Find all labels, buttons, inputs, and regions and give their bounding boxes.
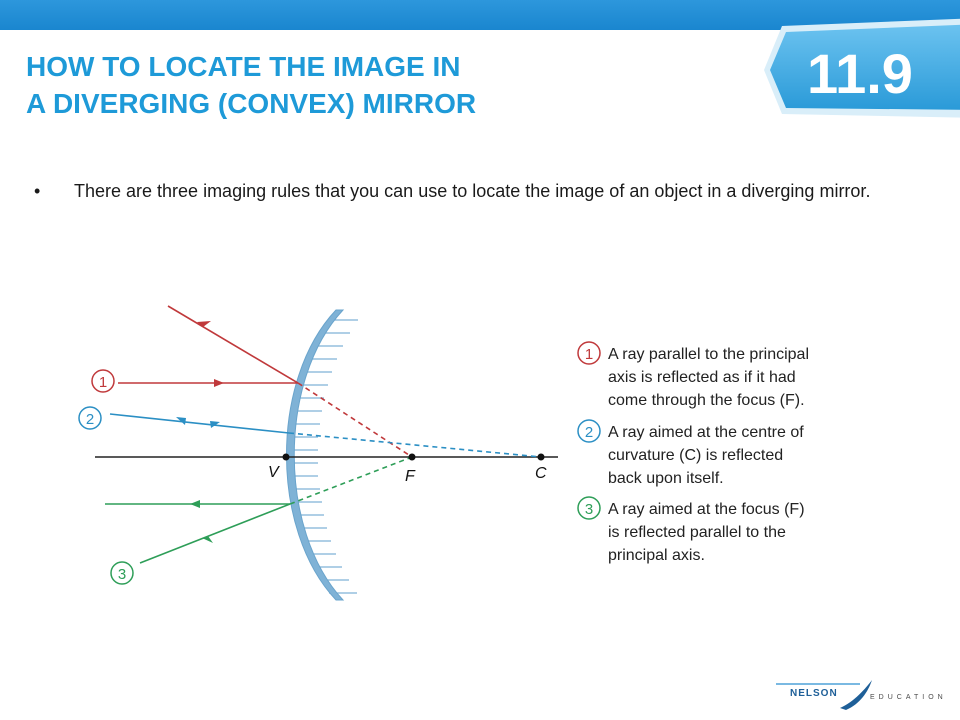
vertex-label: V (268, 464, 279, 481)
rule-3-number: 3 (584, 501, 594, 518)
ray-1-arrow-in (214, 379, 224, 387)
focus-point (409, 454, 416, 461)
bullet-marker: • (34, 181, 41, 201)
bullet-text: There are three imaging rules that you can use to locate the image of an object in a diverging mirror. (74, 181, 871, 201)
rule-3-line-3: principal axis. (608, 547, 705, 564)
ray-2 (110, 414, 541, 457)
rule-1-line-1: A ray parallel to the principal (608, 346, 809, 363)
rule-2-line-1: A ray aimed at the centre of (608, 424, 804, 441)
ray-2-marker-number: 2 (85, 411, 95, 428)
rule-2-line-3: back upon itself. (608, 470, 724, 487)
footer-brand: NELSON (790, 688, 838, 699)
ray-1 (118, 306, 412, 457)
ray-3-arrow-in (202, 536, 213, 543)
ray-1-marker-number: 1 (98, 374, 108, 391)
rules-legend (578, 342, 809, 564)
centre-label: C (535, 465, 547, 482)
ray-3-arrow-out (190, 500, 200, 508)
section-number: 11.9 (807, 42, 913, 105)
ray-3-marker-number: 3 (117, 566, 127, 583)
footer-sub: EDUCATION (870, 694, 947, 701)
rule-3-line-1: A ray aimed at the focus (F) (608, 501, 805, 518)
rule-3-line-2: is reflected parallel to the (608, 524, 786, 541)
rule-1-line-3: come through the focus (F). (608, 392, 805, 409)
rule-2-number: 2 (584, 424, 594, 441)
rule-1-line-2: axis is reflected as if it had (608, 369, 796, 386)
slide-title-line-1: HOW TO LOCATE THE IMAGE IN (26, 51, 461, 82)
focus-label: F (405, 468, 415, 485)
vertex-point (283, 454, 290, 461)
ray-2-arrow-2 (210, 421, 220, 428)
convex-mirror (287, 310, 344, 600)
rule-2-line-2: curvature (C) is reflected (608, 447, 784, 464)
ray-3 (105, 457, 412, 563)
centre-point (538, 454, 545, 461)
rule-1-number: 1 (584, 346, 594, 363)
slide-title-line-2: A DIVERGING (CONVEX) MIRROR (26, 88, 477, 119)
